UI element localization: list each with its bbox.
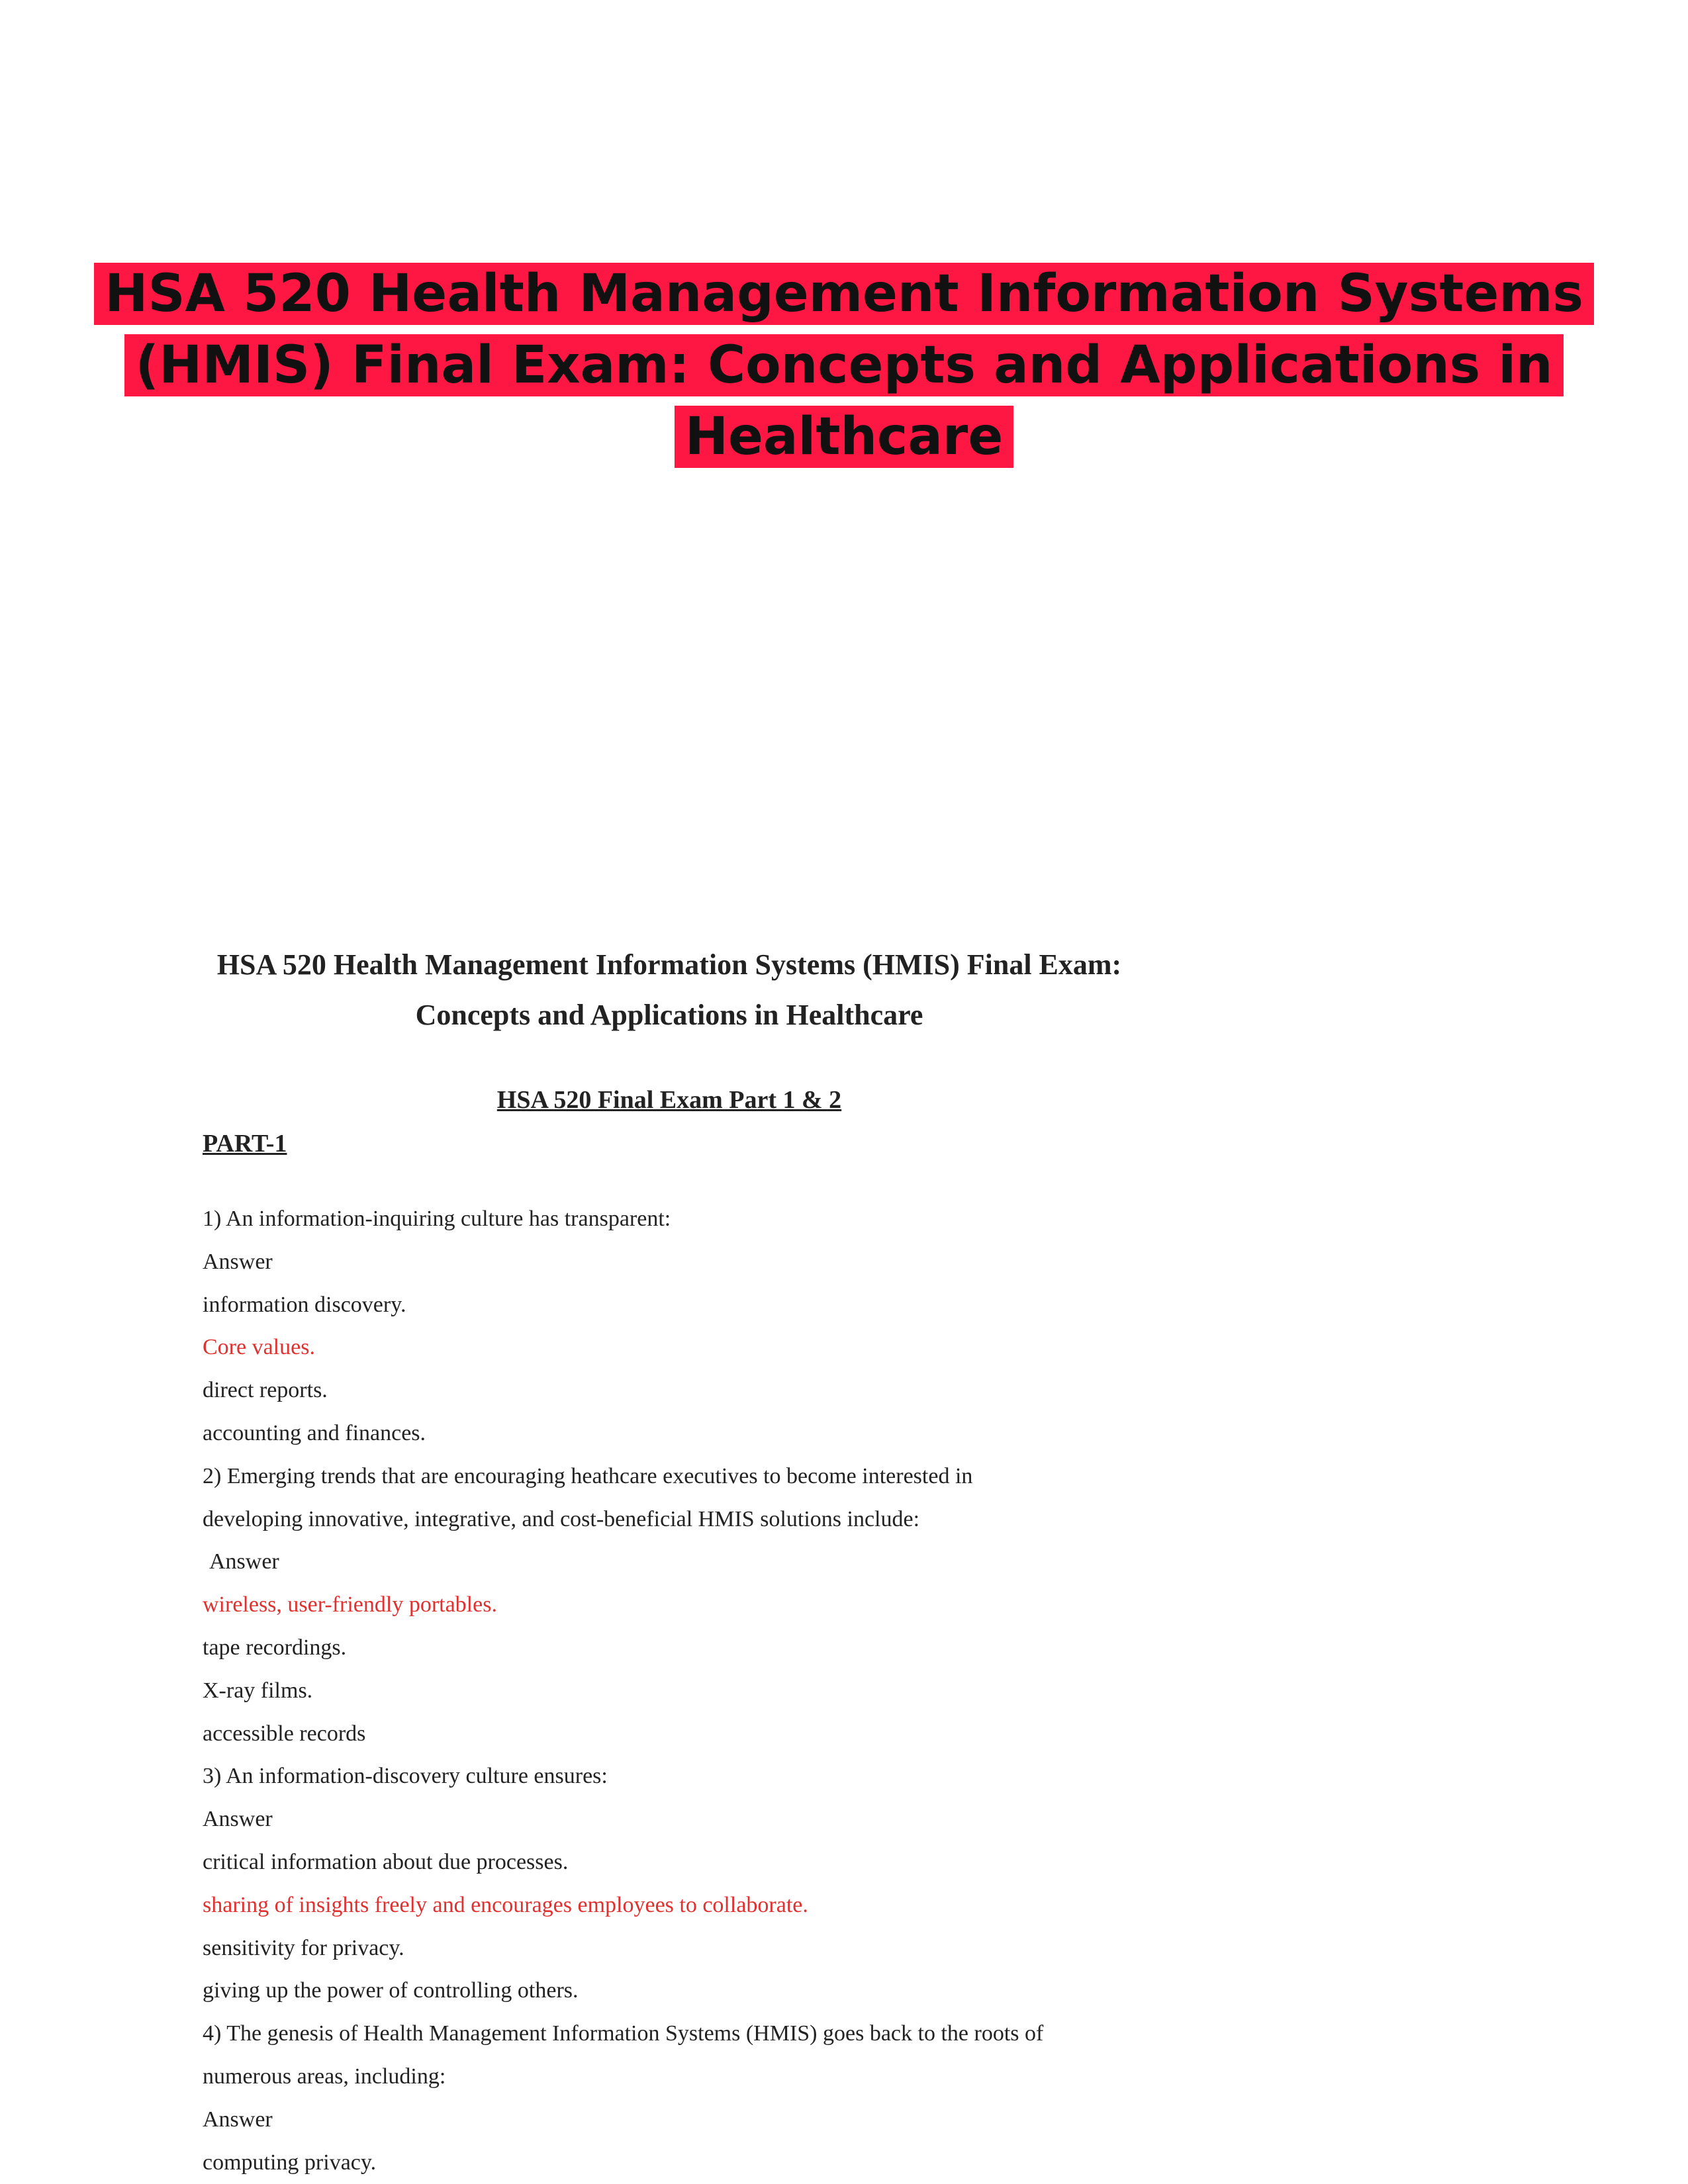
banner-line-1: HSA 520 Health Management Information Systems [0,258,1688,330]
banner-line-3: Healthcare [0,401,1688,473]
correct-answer-option: sharing of insights freely and encourages employees to collaborate. [203,1892,808,1917]
answer-option: accounting and finances. [203,1420,426,1445]
doc-title-line-2: Concepts and Applications in Healthcare [415,999,923,1031]
answer-option: X-ray films. [203,1678,313,1703]
question-4-line-1: 4) The genesis of Health Management Information Systems (HMIS) goes back to the roots of [203,2021,1044,2046]
doc-title-line-1: HSA 520 Health Management Information Systems (HMIS) Final Exam: [216,948,1122,981]
answer-option: critical information about due processes. [203,1849,569,1874]
document-page [203,940,1196,2184]
answer-label: Answer [209,1549,279,1574]
question-2-line-1: 2) Emerging trends that are encouraging heathcare executives to become interested in [203,1463,973,1488]
answer-option: information discovery. [203,1292,406,1317]
answer-option: sensitivity for privacy. [203,1935,404,1960]
answer-option: giving up the power of controlling others. [203,1978,579,2003]
question-3: 3) An information-discovery culture ensures: [203,1764,608,1789]
answer-label: Answer [203,1249,273,1274]
answer-option: direct reports. [203,1378,328,1403]
answer-label: Answer [203,2107,273,2132]
answer-option: accessible records [203,1721,366,1746]
question-2-line-2: developing innovative, integrative, and cost-beneficial HMIS solutions include: [203,1506,920,1531]
title-banner [0,258,1688,473]
question-1: 1) An information-inquiring culture has transparent: [203,1206,671,1231]
banner-line-2: (HMIS) Final Exam: Concepts and Applications in [0,330,1688,401]
question-4-line-2: numerous areas, including: [203,2064,446,2089]
correct-answer-option: wireless, user-friendly portables. [203,1592,497,1617]
correct-answer-option: Core values. [203,1335,315,1360]
answer-label: Answer [203,1807,273,1832]
answer-option: computing privacy. [203,2150,377,2175]
exam-subtitle: HSA 520 Final Exam Part 1 & 2 [496,1086,842,1114]
part-label: PART-1 [203,1130,287,1158]
answer-option: tape recordings. [203,1635,347,1660]
